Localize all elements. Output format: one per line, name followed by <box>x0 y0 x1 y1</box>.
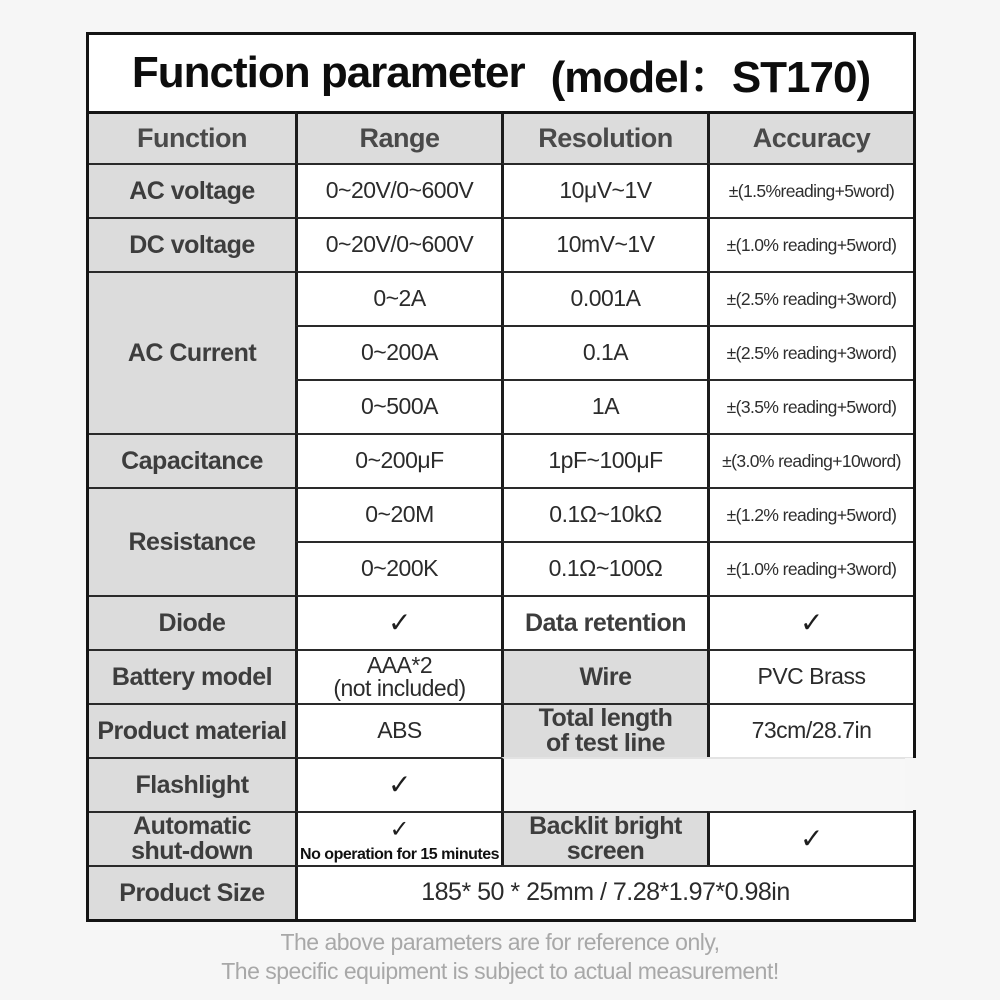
capacitance-accuracy: ±(3.0% reading+10word) <box>707 433 913 487</box>
auto-shutdown-label-line2: shut-down <box>131 837 253 865</box>
ac-voltage-accuracy: ±(1.5%reading+5word) <box>707 163 913 217</box>
footer-line2: The specific equipment is subject to actual measurement! <box>221 957 779 984</box>
footer-line1: The above parameters are for reference only, <box>280 929 720 955</box>
spec-table <box>86 32 916 922</box>
auto-shutdown-label-line1: Automatic <box>133 812 251 840</box>
header-range: Range <box>295 111 501 163</box>
ac-voltage-resolution: 10μV~1V <box>501 163 707 217</box>
test-line-length-label-line2: of test line <box>545 729 665 757</box>
backlit-screen-check-icon: ✓ <box>707 811 913 865</box>
dc-voltage-accuracy: ±(1.0% reading+5word) <box>707 217 913 271</box>
resistance-resolution-2: 0.1Ω~100Ω <box>501 541 707 595</box>
backlit-screen-label-line2: screen <box>566 837 645 865</box>
flashlight-check-icon: ✓ <box>295 757 501 811</box>
resistance-accuracy-1: ±(1.2% reading+5word) <box>707 487 913 541</box>
product-size-value: 185* 50 * 25mm / 7.28*1.97*0.98in <box>295 865 913 919</box>
ac-current-resolution-3: 1A <box>501 379 707 433</box>
battery-model-label: Battery model <box>89 649 295 703</box>
flashlight-label: Flashlight <box>89 757 295 811</box>
header-resolution: Resolution <box>501 111 707 163</box>
dc-voltage-resolution: 10mV~1V <box>501 217 707 271</box>
battery-model-value-line2: (not included) <box>333 675 466 701</box>
dc-voltage-label: DC voltage <box>89 217 295 271</box>
ac-voltage-label: AC voltage <box>89 163 295 217</box>
wire-value: PVC Brass <box>707 649 913 703</box>
auto-shutdown-note: No operation for 15 minutes <box>300 845 499 863</box>
ac-current-resolution-2: 0.1A <box>501 325 707 379</box>
header-function: Function <box>89 111 295 163</box>
backlit-screen-label-line1: Backlit bright <box>529 812 682 840</box>
battery-model-value <box>295 649 501 703</box>
ac-voltage-range: 0~20V/0~600V <box>295 163 501 217</box>
resistance-accuracy-2: ±(1.0% reading+3word) <box>707 541 913 595</box>
title-text: Function parameter <box>131 48 525 97</box>
data-retention-check-icon: ✓ <box>707 595 913 649</box>
resistance-range-2: 0~200K <box>295 541 501 595</box>
product-size-label: Product Size <box>89 865 295 919</box>
diode-label: Diode <box>89 595 295 649</box>
title-model: (model：ST170) <box>550 53 871 102</box>
wire-label: Wire <box>501 649 707 703</box>
auto-shutdown-label <box>89 811 295 865</box>
diode-check-icon: ✓ <box>295 595 501 649</box>
footer-disclaimer <box>0 928 1000 986</box>
dc-voltage-range: 0~20V/0~600V <box>295 217 501 271</box>
header-accuracy: Accuracy <box>707 111 913 163</box>
data-retention-label: Data retention <box>501 595 707 649</box>
ac-current-resolution-1: 0.001A <box>501 271 707 325</box>
resistance-label: Resistance <box>89 487 295 595</box>
ac-current-label: AC Current <box>89 271 295 433</box>
battery-model-value-line1: AAA*2 <box>366 652 433 678</box>
table-title <box>89 35 913 111</box>
ac-current-range-1: 0~2A <box>295 271 501 325</box>
blank-patch <box>501 757 913 811</box>
product-material-label: Product material <box>89 703 295 757</box>
ac-current-range-3: 0~500A <box>295 379 501 433</box>
ac-current-accuracy-1: ±(2.5% reading+3word) <box>707 271 913 325</box>
capacitance-label: Capacitance <box>89 433 295 487</box>
test-line-length-label-line1: Total length <box>538 704 673 732</box>
auto-shutdown-check-icon: ✓ <box>389 815 410 843</box>
capacitance-range: 0~200μF <box>295 433 501 487</box>
product-material-value: ABS <box>295 703 501 757</box>
auto-shutdown-value <box>295 811 501 865</box>
ac-current-accuracy-3: ±(3.5% reading+5word) <box>707 379 913 433</box>
resistance-resolution-1: 0.1Ω~10kΩ <box>501 487 707 541</box>
ac-current-accuracy-2: ±(2.5% reading+3word) <box>707 325 913 379</box>
capacitance-resolution: 1pF~100μF <box>501 433 707 487</box>
ac-current-range-2: 0~200A <box>295 325 501 379</box>
blank-patch-overlay <box>905 758 1000 810</box>
test-line-length-value: 73cm/28.7in <box>707 703 913 757</box>
resistance-range-1: 0~20M <box>295 487 501 541</box>
backlit-screen-label <box>501 811 707 865</box>
test-line-length-label <box>501 703 707 757</box>
